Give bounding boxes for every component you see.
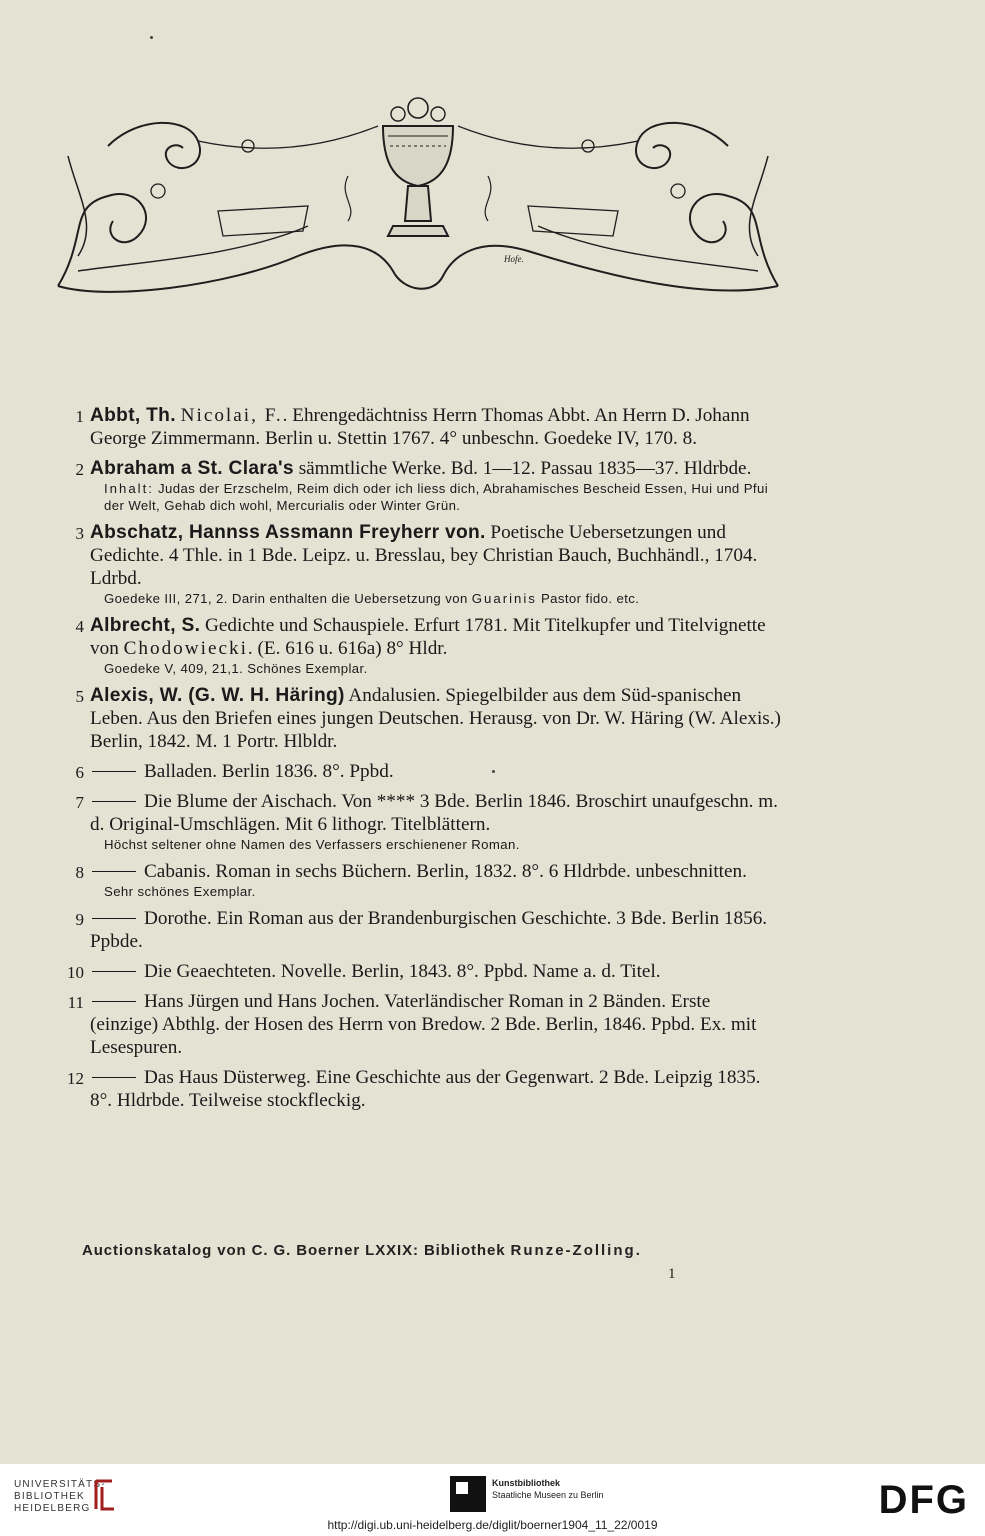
ditto-dash bbox=[92, 771, 136, 772]
entry-number: 8 bbox=[75, 863, 84, 882]
catalog-entry bbox=[62, 860, 782, 900]
ditto-dash bbox=[92, 918, 136, 919]
entry-note: Sehr schönes Exemplar. bbox=[104, 884, 256, 899]
entry-note: Höchst seltener ohne Namen des Verfassers erschienener Roman. bbox=[104, 837, 520, 852]
entry-editor: Nicolai, F. bbox=[180, 405, 283, 426]
entry-text: Poetische Uebersetzungen und Gedichte. 4 Thle. in 1 Bde. Leipz. u. Bresslau, bey Christian Bauch, Buchhändl., 1704. Ldrbd. bbox=[90, 522, 758, 589]
source-url-link[interactable]: http://digi.ub.uni-heidelberg.de/diglit/boerner1904_11_22/0019 bbox=[327, 1518, 658, 1532]
entry-author: Abraham a St. Clara's bbox=[90, 458, 294, 479]
catalog-entry bbox=[62, 760, 782, 783]
ub-heidelberg-label[interactable]: UNIVERSITÄTS- BIBLIOTHEK HEIDELBERG bbox=[14, 1479, 106, 1514]
dfg-logo[interactable]: DFG bbox=[878, 1478, 969, 1522]
entry-note: Goedeke III, 271, 2. Darin enthalten die Uebersetzung von Guarinis Pastor fido. etc. bbox=[104, 591, 640, 606]
entry-number: 9 bbox=[75, 910, 84, 929]
catalog-entry bbox=[62, 960, 782, 983]
vignette-signature: Hofe. bbox=[504, 254, 524, 264]
catalog-entry: 4 Albrecht, S. Gedichte und Schauspiele. Erfurt 1781. Mit Titelkupfer und Titelvignette von Chodowiecki. (E. 616 u. 616a) 8° Hldr. Goedeke V, 409, 21,1. Schönes Exemplar. bbox=[62, 614, 782, 677]
entry-number: 7 bbox=[75, 793, 84, 812]
ditto-dash bbox=[92, 971, 136, 972]
entry-number: 11 bbox=[67, 993, 84, 1012]
entry-text: Hans Jürgen und Hans Jochen. Vaterländischer Roman in 2 Bänden. Erste (einzige) Abthlg. der Hosen des Herrn von Bredow. 2 Bde. Berlin, 1846. Ppbd. Ex. mit Lesespuren. bbox=[90, 991, 757, 1058]
entry-number: 12 bbox=[67, 1069, 84, 1088]
entry-text: Das Haus Düsterweg. Eine Geschichte aus der Gegenwart. 2 Bde. Leipzig 1835. 8°. Hldrbde. Teilweise stockfleckig. bbox=[90, 1067, 761, 1111]
entry-text: Gedichte und Schauspiele. Erfurt 1781. Mit Titelkupfer und Titelvignette von bbox=[90, 615, 766, 659]
entry-number: 1 bbox=[75, 407, 84, 426]
catalog-entry bbox=[62, 404, 782, 450]
page-number: 1 bbox=[668, 1266, 676, 1282]
entry-text: Andalusien. Spiegelbilder aus dem Süd-spanischen Leben. Aus den Briefen eines jungen Deutschen. Herausg. von Dr. W. Häring (W. Alexis.) Berlin, 1842. M. 1 Portr. Hlbldr. bbox=[90, 685, 781, 752]
entry-author: Alexis, W. (G. W. H. Häring) bbox=[90, 685, 345, 706]
entry-text: Dorothe. Ein Roman aus der Brandenburgischen Geschichte. 3 Bde. Berlin 1856. Ppbde. bbox=[90, 908, 768, 952]
entry-text: Balladen. Berlin 1836. 8°. Ppbd. bbox=[144, 761, 394, 782]
catalog-entries bbox=[62, 404, 782, 1119]
catalog-entry bbox=[62, 684, 782, 753]
entry-number: 4 bbox=[75, 617, 84, 636]
catalog-entry bbox=[62, 521, 782, 607]
entry-author: Albrecht, S. bbox=[90, 615, 201, 636]
kunstbibliothek-label: Kunstbibliothek Staatliche Museen zu Berlin bbox=[492, 1478, 604, 1500]
catalog-entry bbox=[62, 1066, 782, 1112]
entry-text: Cabanis. Roman in sechs Büchern. Berlin, 1832. 8°. 6 Hldrbde. unbeschnitten. bbox=[144, 861, 747, 882]
entry-text: sämmtliche Werke. Bd. 1—12. Passau 1835—37. Hldrbde. bbox=[293, 458, 752, 479]
entry-text: Die Blume der Aischach. Von **** 3 Bde. Berlin 1846. Broschirt unaufgeschn. m. d. Original-Umschlägen. Mit 6 lithogr. Titelblättern. bbox=[90, 791, 778, 835]
entry-author: Abschatz, Hannss Assmann Freyherr von. bbox=[90, 522, 486, 543]
entry-note: Goedeke V, 409, 21,1. Schönes Exemplar. bbox=[104, 661, 368, 676]
ditto-dash bbox=[92, 801, 136, 802]
entry-text: . Ehrengedächtniss Herrn Thomas Abbt. An Herrn D. Johann George Zimmermann. Berlin u. Stettin 1767. 4° unbeschn. Goedeke IV, 170. 8. bbox=[90, 405, 750, 449]
ditto-dash bbox=[92, 1077, 136, 1078]
entry-number: 3 bbox=[75, 524, 84, 543]
kunstbibliothek-logo-icon[interactable] bbox=[450, 1476, 486, 1512]
entry-text: Die Geaechteten. Novelle. Berlin, 1843. 8°. Ppbd. Name a. d. Titel. bbox=[144, 961, 661, 982]
ditto-dash bbox=[92, 1001, 136, 1002]
speck bbox=[492, 770, 495, 773]
catalog-footer: Auctionskatalog von C. G. Boerner LXXIX: Bibliothek Runze-Zolling. bbox=[82, 1242, 641, 1259]
rococo-vignette-ornament bbox=[48, 86, 788, 308]
speck bbox=[150, 36, 153, 39]
entry-number: 5 bbox=[75, 687, 84, 706]
ub-heidelberg-logo-icon[interactable] bbox=[92, 1477, 118, 1513]
catalog-entry bbox=[62, 457, 782, 514]
catalog-entry bbox=[62, 907, 782, 953]
catalog-entry bbox=[62, 990, 782, 1059]
catalog-entry bbox=[62, 790, 782, 853]
entry-note: Inhalt: Judas der Erzschelm, Reim dich oder ich liess dich, Abrahamisches Bescheid Essen, Hui und Pfui der Welt, Gehab dich wohl, Mercurialis oder Winter Grün. bbox=[104, 481, 769, 513]
ditto-dash bbox=[92, 871, 136, 872]
entry-number: 6 bbox=[75, 763, 84, 782]
entry-author: Abbt, Th. bbox=[90, 405, 176, 426]
entry-number: 2 bbox=[75, 460, 84, 479]
digitization-bar bbox=[0, 1464, 985, 1536]
entry-number: 10 bbox=[67, 963, 84, 982]
